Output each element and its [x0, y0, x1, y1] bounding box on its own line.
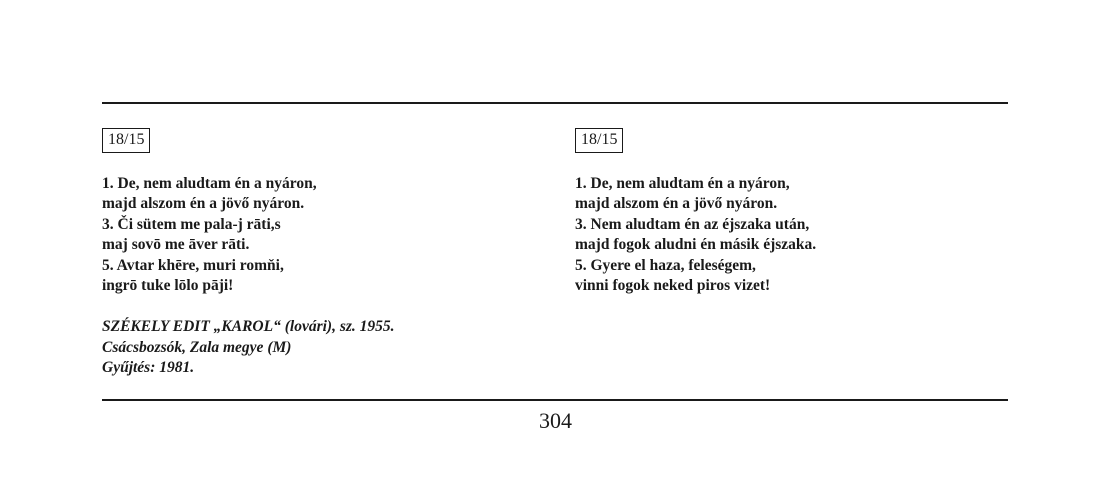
verse-line: ingrō tuke lōlo pāji! [102, 277, 234, 295]
original-text-column [102, 128, 542, 379]
verse-line: 3. Nem aludtam én az éjszaka után, [575, 215, 810, 233]
verse-line: vinni fogok neked piros vizet! [575, 277, 771, 295]
source-info [102, 317, 542, 378]
verse-line: 5. Gyere el haza, feleségem, [575, 256, 756, 274]
verse-line: 1. De, nem aludtam én a nyáron, [102, 175, 317, 192]
verse-line: majd alszom én a jövő nyáron. [102, 195, 305, 213]
collection-year-line: Gyűjtés: 1981. [102, 359, 195, 377]
verse-line: majd fogok aludni én másik éjszaka. [575, 236, 817, 254]
top-rule [102, 102, 1008, 104]
verse-line: 5. Avtar khēre, muri romňi, [102, 256, 284, 274]
song-number-box: 18/15 [102, 128, 150, 153]
verse-line: 1. De, nem aludtam én a nyáron, [575, 175, 790, 192]
original-verses [102, 174, 542, 296]
translated-verses [575, 174, 1015, 296]
performer-line: SZÉKELY EDIT „KAROL“ (lovári), sz. 1955. [102, 318, 395, 336]
verse-line: maj sovō me āver rāti. [102, 236, 250, 254]
bottom-rule [102, 399, 1008, 401]
page-number: 304 [539, 408, 572, 433]
verse-line: 3. Či sütem me pala-j rāti,s [102, 215, 281, 233]
song-number-box: 18/15 [575, 128, 623, 153]
verse-line: majd alszom én a jövő nyáron. [575, 195, 778, 213]
location-line: Csácsbozsók, Zala megye (M) [102, 338, 292, 356]
translation-column [575, 128, 1015, 296]
